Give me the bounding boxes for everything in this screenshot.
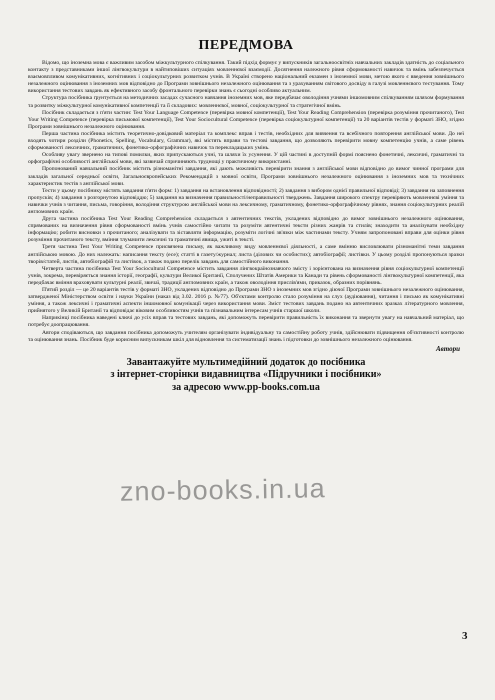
promo-block	[28, 357, 464, 395]
body-text	[28, 60, 464, 344]
paragraph: Четверта частина посібника Test Your Sociocultural Competence містить завдання лінгвокраїнознавчого змісту і зорієнтована на визначення рівня соціокультурної компетенції учнів, зокрема, перевіряється знання історії, географії, культури Великої Британії, Сполучених Штатів Америки та Канади та рівень сформованості лінгвокультурної компетенції, яка передбачає вміння враховувати культурні реалії, звичаї, традиції англомовних країн, а також оволодіння прислів'ями, приказок, образних порівнянь.	[28, 265, 464, 286]
authors-signature: Автори	[435, 344, 460, 353]
paragraph: Автори сподіваються, що завдання посібника допоможуть учителям організувати індивідуальну та самостійну роботу учнів, здійснювати підвищення об'єктивності контролю та оцінювання знань. Посібник буде корисним випускникам шкіл для відновлення та систематизації знань і підготовки до зовнішнього незалежного оцінювання.	[28, 329, 464, 343]
paragraph: Відомо, що іноземна мова є важливим засобом міжкультурного спілкування. Такий підхід формує у випускників загальноосвітніх навчальних закладів здатність до соціального контакту з представниками іншої лінгвокультури в найтиповіших ситуаціях мовленнєвої взаємодії. Досягнення належного рівня сформованості навичок та вмінь забезпечується взаємовпливом комунікативних, когнітивних і соціокультурних розвитком учнів. В Україні створено національний екзамен з іноземної мови, метою якого є введення зовнішнього незалежного оцінювання з іноземних мов відповідно до Програми зовнішнього незалежного оцінювання та з урахуванням світового досвіду в галузі мовленнєвого тестування. Тому використання тестових завдань як ефективного засобу фронтального перевірки знань є сьогодні особливо актуальним.	[28, 60, 464, 95]
page-number: 3	[462, 630, 468, 642]
paragraph: Перша частина посібника містить теоретично-довідковий матеріал та комплекс вправ і тестів, необхідних для вивчення та всебічного повторення англійської мови. До неї входять чотири розділи (Phonetics, Spelling, Vocabulary, Grammar), які містять вправи та тестові завдання, що дозволяють перевірити мовну компетенцію учнів, а саме рівень сформованості лексичних, граматичних, фонетико-орфографічних навичок та перекладацьких умінь.	[28, 130, 464, 152]
page-title: ПЕРЕДМОВА	[198, 38, 294, 53]
page-content	[28, 30, 464, 394]
watermark: zno-books.in.ua	[119, 473, 326, 507]
paragraph: Структура посібника ґрунтується на методичних засадах сучасного навчання іноземних мов, яке передбачає оволодіння учнями іншомовним спілкуванням шляхом формування та розвитку міжкультурної комунікативної компетенції та її складових: мовленнєвої, мовної, соціокультурної та стратегічної вмінь.	[28, 95, 464, 109]
paragraph: Третя частина Test Your Writing Competence присвячена письму, як важливому виду мовленнєвої діяльності, а саме вмінню висловлювати різноманітні теми завдання англійською мовою. До них належать: написання тексту (есе); статті в газету/журнал; листа (ділових чи особистих); автобіографії; листівки. У цьому розділі пропонуються зразки творів/статей, листів, автобіографій та листівок, а також подано перелік завдань для самостійного виконання.	[28, 244, 464, 265]
paragraph: Наприкінці посібника наведені ключі до усіх вправ та тестових завдань, які допоможуть перевірити правильність їх виконання та звернути увагу на навчальний матеріал, що потребує доопрацювання.	[28, 315, 464, 329]
paragraph: Пропонований навчальний посібник містить різноманітні завдання, які дають можливість перевірити знання з англійської мови відповідно до вимог чинної програми для закладів загальної середньої освіти, Загальноєвропейських Рекомендацій з мовної освіти, Програми зовнішнього незалежного оцінювання з іноземних мов та технічних характеристик тестів з англійської мови.	[28, 166, 464, 187]
paragraph: П'ятий розділ — це 20 варіантів тестів у форматі ЗНО, укладених відповідно до Програми ЗНО з іноземних мов згідно діючої Програми зовнішнього незалежного оцінювання, затвердженої Міністерством освіти і науки України (наказ від 3.02. 2016 р. №77). Об'єктами контролю стало розуміння на слух (аудіювання), читання і письмо як комунікативні уміння, а також лексичні і граматичні аспекти іншомовної комунікації через використання мови. Зміст тестових завдань подано на автентичних зразках літературного мовлення, прийнятого у Великій Британії та відповідає віковим особливостям учнів та пізнавальним інтересам учнів старшої школи.	[28, 287, 464, 315]
promo-line: з інтернет-сторінки видавництва «Підручники і посібники»	[110, 369, 382, 381]
promo-line: Завантажуйте мультимедійний додаток до посібника	[126, 356, 366, 368]
paragraph: Посібник складається з п'яти частин: Test Your Language Competence (перевірка мовної компетенції), Test Your Reading Comprehension (перевірка розуміння прочитаного), Test Your Writing Competence (перевірка письмової компетенції), Test Your Sociocultural Competence (перевірка соціокультурної компетенції) та 20 варіантів тестів у форматі ЗНО, згідно Програми зовнішнього незалежного оцінювання.	[28, 109, 464, 130]
paragraph: Особливу увагу звернено на типові помилки, яких припускаються учні, та шляхи їх усунення. У цій частині в доступній формі пояснено фонетичні, лексичні, граматичні та орфографічні особливості англійської мови, які зазвичай спричиняють труднощі у практичному використанні.	[28, 152, 464, 166]
paragraph: Друга частина посібника Test Your Reading Comprehension складається з автентичних текстів, укладених відповідно до вимог зовнішнього незалежного оцінювання, спрямованих на визначення рівня сформованості вмінь учнів самостійно читати та розуміти автентичні тексти різних жанрів та стилів; знаходити та аналізувати необхідну інформацію; робити висновки з прочитаного; аналізувати та зіставляти інформацію, розуміти логічні зв'язки між частинами тексту. Учням запропоновані вправи для оцінки рівня розуміння прочитаного тексту, вміння тлумачити лексичні та граматичні явища, ужиті в тексті.	[28, 216, 464, 244]
paragraph: Тести у цьому посібнику містять завдання п'яти форм: 1) завдання на встановлення відповідності; 2) завдання з вибором однієї правильної відповіді; 3) завдання на заповнення пропусків; 4) завдання з розгорнутою відповіддю; 5) завдання на визначення правильності/неправильності тверджень. Завдання широкого спектру перевіряють мовленнєві уміння та навички учнів з читання, письма, говоріння, володіння структурою англійської мови на лексичному, граматичному, фонетико-орфографічному рівнях, знання соціокультурних реалій англомовних країн.	[28, 187, 464, 215]
promo-line-url: за адресою www.pp-books.com.ua	[172, 381, 320, 393]
